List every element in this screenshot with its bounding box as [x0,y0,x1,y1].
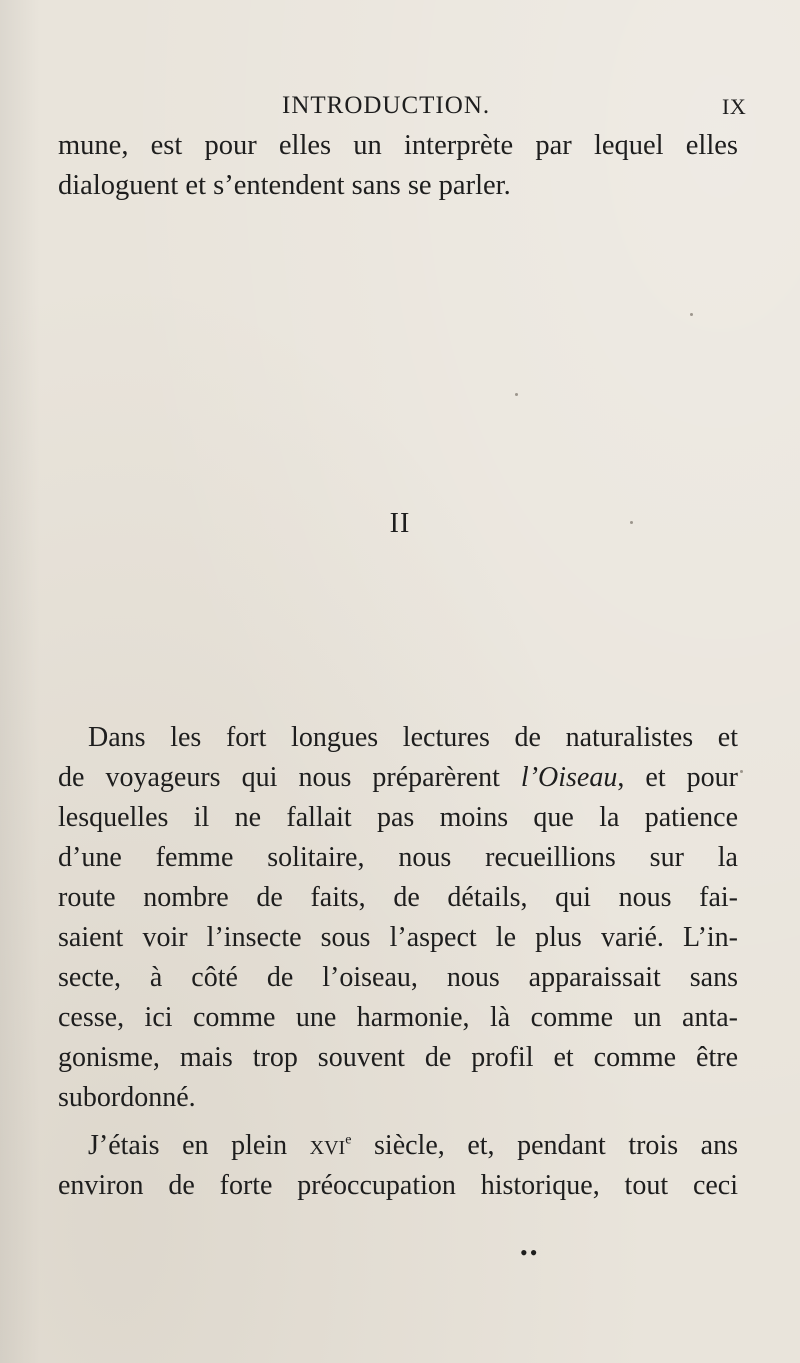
text-line [88,1130,738,1162]
text-segment: J’étais en plein [88,1130,310,1161]
section-number: II [389,508,411,539]
text-line: dialoguent et s’entendent sans se parler. [58,170,511,201]
text-line: secte, à côté de l’oiseau, nous apparaissait sans [58,962,738,993]
running-head [0,92,800,122]
text-line: subordonné. [58,1082,196,1113]
running-title: INTRODUCTION. [282,92,491,119]
text-line: cesse, ici comme une harmonie, là comme un anta- [58,1002,738,1033]
text-line: route nombre de faits, de détails, qui nous fai- [58,882,738,913]
text-line: gonisme, mais trop souvent de profil et comme être [58,1042,738,1073]
text-line: environ de forte préoccupation historique, tout ceci [58,1170,738,1201]
text-line [58,762,738,794]
book-title: l’Oiseau [520,762,618,793]
text-segment: siècle, et, pendant trois ans [351,1130,738,1161]
century-numeral: xvi [309,1130,346,1161]
text-line: saient voir l’insecte sous l’aspect le plus varié. L’in- [58,922,738,953]
text-segment: , et pour [617,762,738,793]
text-line: Dans les fort longues lectures de naturalistes et [88,722,738,753]
page-number: IX [722,94,747,119]
text-line: lesquelles il ne fallait pas moins que la patience [58,802,738,833]
text-line: d’une femme solitaire, nous recueillions sur la [58,842,738,873]
superscript: e [345,1132,352,1148]
signature-mark: •• [520,1240,540,1265]
text-line: mune, est pour elles un interprète par lequel elles [58,130,738,161]
text-segment: de voyageurs qui nous préparèrent [58,762,521,793]
